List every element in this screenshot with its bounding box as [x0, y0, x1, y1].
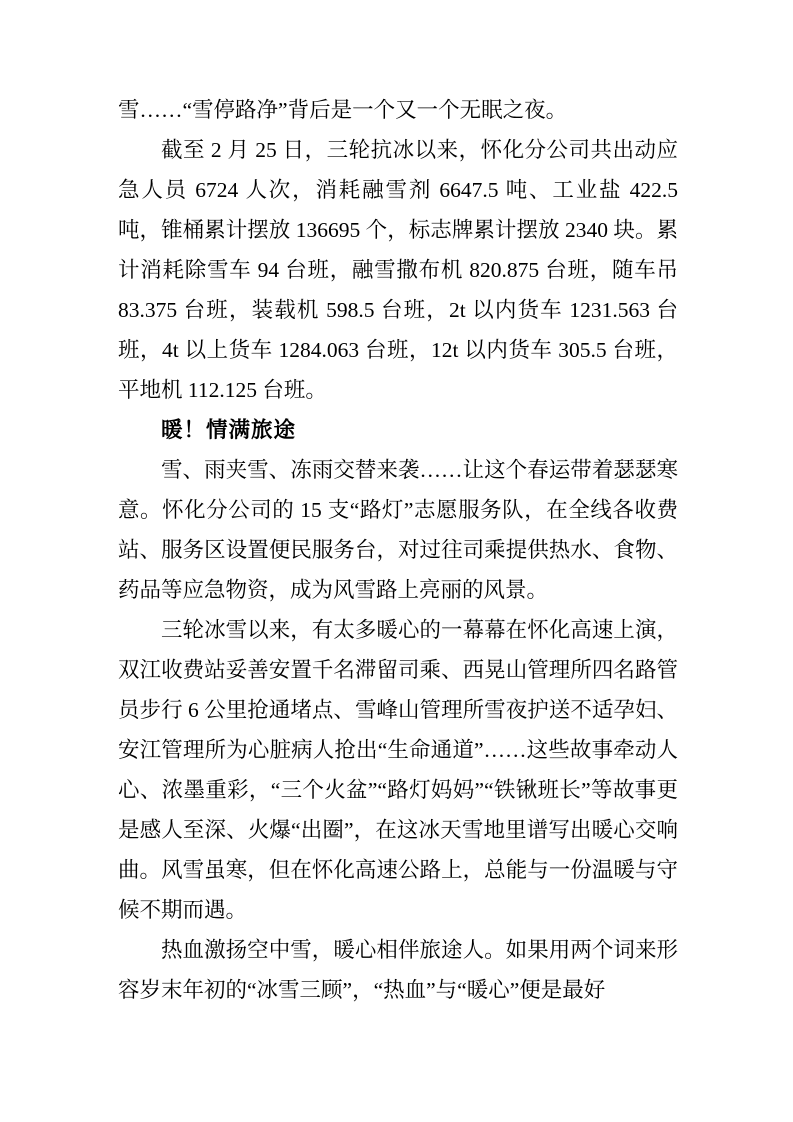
document-content	[118, 90, 678, 1010]
paragraph-statistics: 截至 2 月 25 日，三轮抗冰以来，怀化分公司共出动应急人员 6724 人次，消耗融雪剂 6647.5 吨、工业盐 422.5 吨，锥桶累计摆放 136695 个，标志牌累计摆放 2340 块。累计消耗除雪车 94 台班，融雪撒布机 820.875 台班，随车吊 83.375 台班，装载机 598.5 台班，2t 以内货车 1231.563 台班，4t 以上货车 1284.063 台班，12t 以内货车 305.5 台班，平地机 112.125 台班。	[118, 138, 678, 402]
paragraph-warm-stories: 三轮冰雪以来，有太多暖心的一幕幕在怀化高速上演，双江收费站妥善安置千名滞留司乘、西晃山管理所四名路管员步行 6 公里抢通堵点、雪峰山管理所雪夜护送不适孕妇、安江管理所为心脏病人抢出“生命通道”……这些故事牵动人心、浓墨重彩，“三个火盆”“路灯妈妈”“铁锹班长”等故事更是感人至深、火爆“出圈”，在这冰天雪地里谱写出暖心交响曲。风雪虽寒，但在怀化高速公路上，总能与一份温暖与守候不期而遇。	[118, 618, 678, 922]
paragraph-volunteer-service: 雪、雨夹雪、冻雨交替来袭……让这个春运带着瑟瑟寒意。怀化分公司的 15 支“路灯”志愿服务队，在全线各收费站、服务区设置便民服务台，对过往司乘提供热水、食物、药品等应急物资，成为风雪路上亮丽的风景。	[118, 458, 678, 602]
section-heading: 暖！情满旅途	[161, 418, 297, 442]
paragraph-continuation: 雪……“雪停路净”背后是一个又一个无眠之夜。	[118, 98, 568, 122]
paragraph-closing: 热血激扬空中雪，暖心相伴旅途人。如果用两个词来形容岁末年初的“冰雪三顾”，“热血”与“暖心”便是最好	[118, 938, 678, 1002]
